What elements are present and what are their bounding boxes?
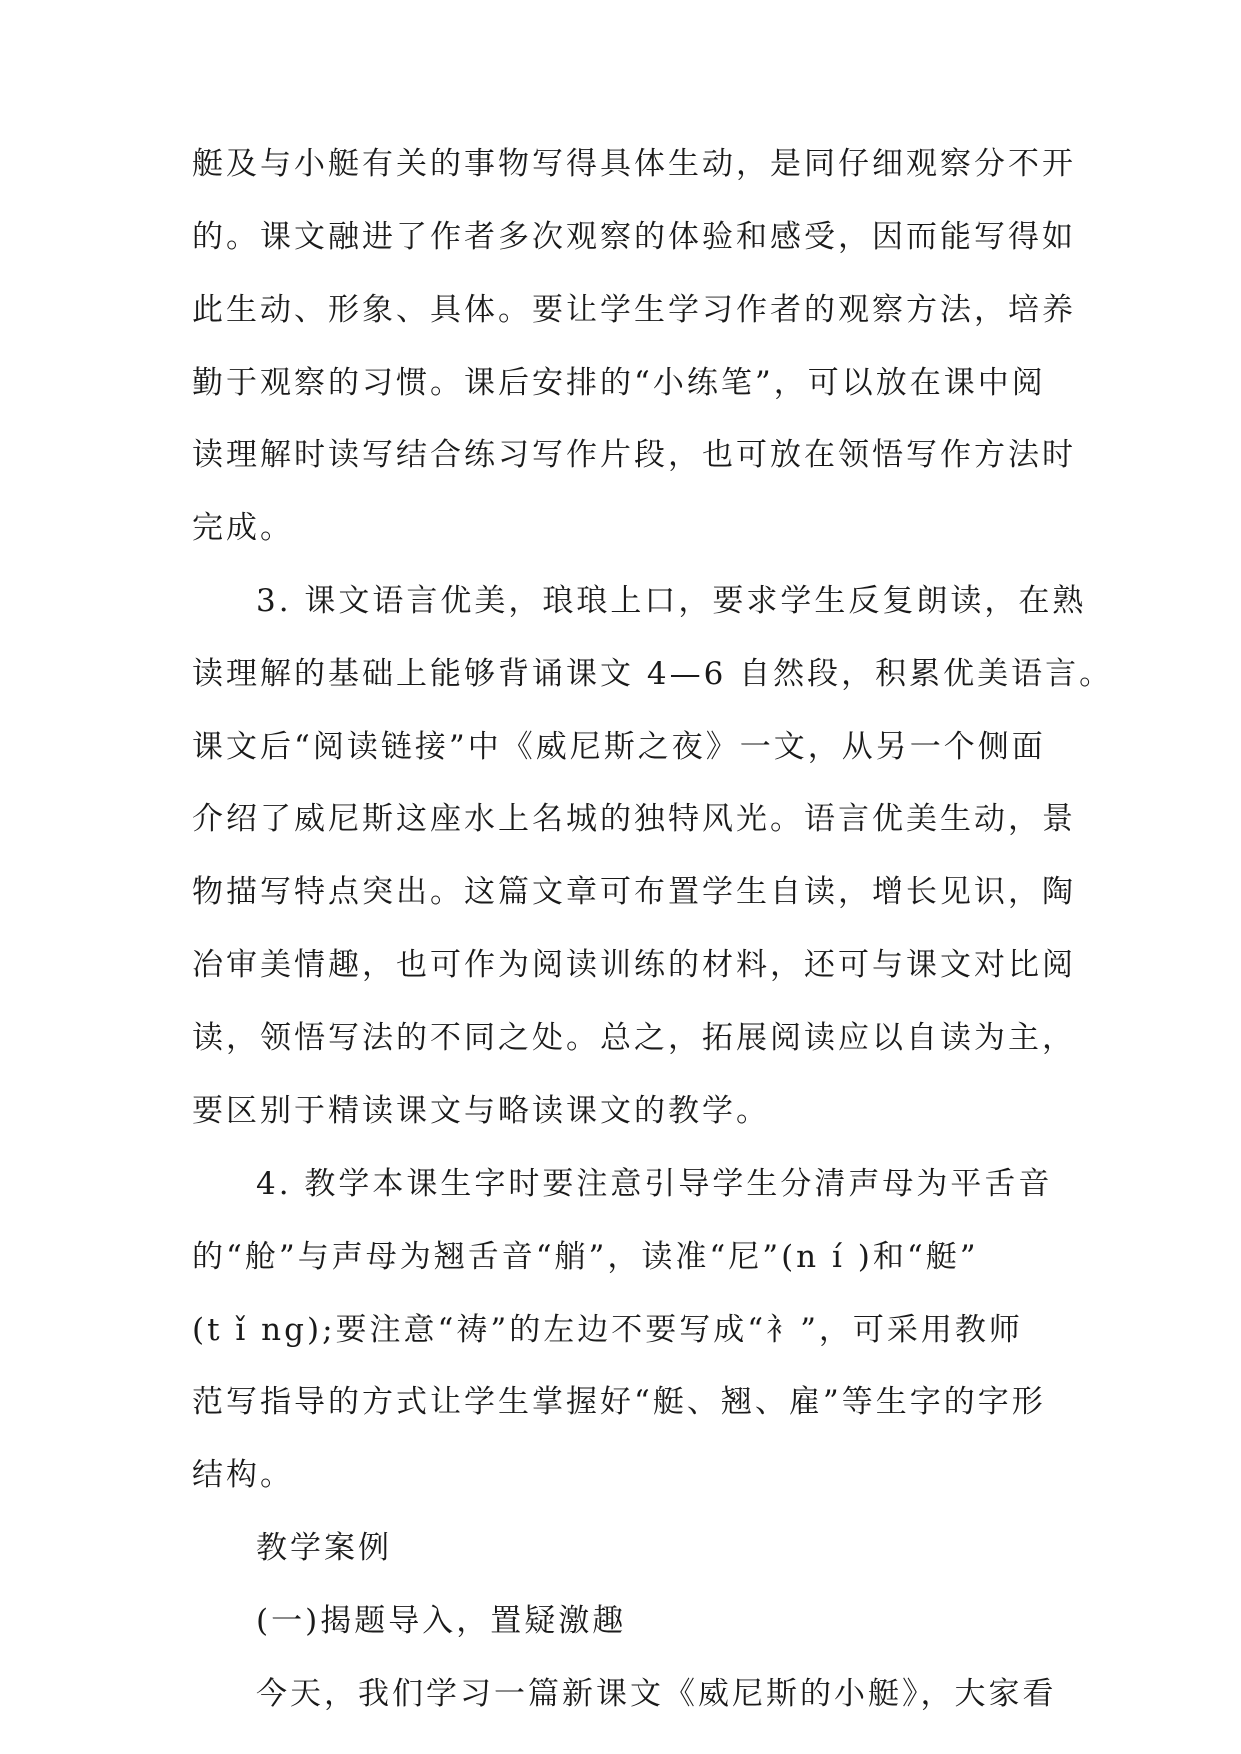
text-line: 此生动、形象、具体。要让学生学习作者的观察方法，培养 [192, 292, 1076, 328]
text-line: 读，领悟写法的不同之处。总之，拓展阅读应以自读为主， [192, 1020, 1076, 1056]
section-heading: 教学案例 [256, 1530, 392, 1566]
text-line: (t ǐ ng);要注意“祷”的左边不要写成“衤”，可采用教师 [192, 1312, 1023, 1348]
text-line: 的。课文融进了作者多次观察的体验和感受，因而能写得如 [192, 219, 1076, 255]
text-line: 读理解的基础上能够背诵课文 4—6 自然段，积累优美语言。 [192, 656, 1114, 692]
paragraph-start-line: 4. 教学本课生字时要注意引导学生分清声母为平舌音 [256, 1166, 1053, 1202]
text-line: 范写指导的方式让学生掌握好“艇、翘、雇”等生字的字形 [192, 1384, 1046, 1420]
paragraph-start-line: 3. 课文语言优美，琅琅上口，要求学生反复朗读，在熟 [256, 583, 1087, 619]
subsection-heading: (一)揭题导入，置疑激趣 [256, 1603, 627, 1639]
text-line: 读理解时读写结合练习写作片段，也可放在领悟写作方法时 [192, 437, 1076, 473]
text-line: 艇及与小艇有关的事物写得具体生动，是同仔细观察分不开 [192, 146, 1076, 182]
text-line: 完成。 [192, 510, 294, 546]
text-line: 要区别于精读课文与略读课文的教学。 [192, 1093, 770, 1129]
text-line: 介绍了威尼斯这座水上名城的独特风光。语言优美生动，景 [192, 801, 1076, 837]
paragraph-start-line: 今天，我们学习一篇新课文《威尼斯的小艇》，大家看 [256, 1676, 1057, 1712]
text-line: 的“舱”与声母为翘舌音“艄”，读准“尼”(n í )和“艇” [192, 1239, 979, 1275]
text-line: 冶审美情趣，也可作为阅读训练的材料，还可与课文对比阅 [192, 947, 1076, 983]
text-line: 课文后“阅读链接”中《威尼斯之夜》一文，从另一个侧面 [192, 729, 1046, 765]
text-line: 结构。 [192, 1457, 294, 1493]
text-line: 物描写特点突出。这篇文章可布置学生自读，增长见识，陶 [192, 874, 1076, 910]
text-line: 勤于观察的习惯。课后安排的“小练笔”，可以放在课中阅 [192, 365, 1046, 401]
